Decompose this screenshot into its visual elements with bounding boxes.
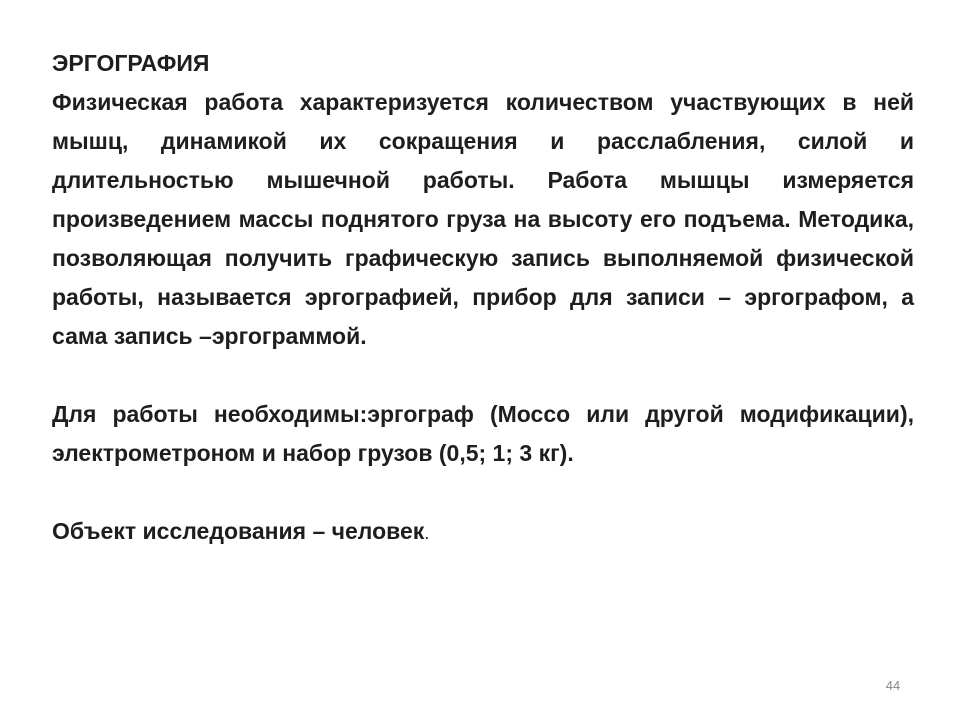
paragraph-subject xyxy=(52,512,914,553)
paragraph-subject-period: . xyxy=(424,523,430,543)
paragraph-gap xyxy=(52,356,914,395)
paragraph-description: Физическая работа характеризуется количеством участвующих в ней мышц, динамикой их сокращения и расслабления, силой и длительностью мышечной работы. Работа мышцы измеряется произведением массы поднятого груза на высоту его подъема. Методика, позволяющая получить графическую запись выполняемой физической работы, называется эргографией, прибор для записи – эргографом, а сама запись –эргограммой. xyxy=(52,89,914,349)
paragraph-gap xyxy=(52,473,914,512)
slide-content xyxy=(52,44,914,553)
paragraph-equipment: Для работы необходимы:эргограф (Моссо или другой модификации), электрометроном и набор грузов (0,5; 1; 3 кг). xyxy=(52,401,914,466)
page-number: 44 xyxy=(885,678,901,693)
paragraph-subject-text: Объект исследования – человек xyxy=(52,518,425,544)
slide-heading: ЭРГОГРАФИЯ xyxy=(52,50,210,76)
